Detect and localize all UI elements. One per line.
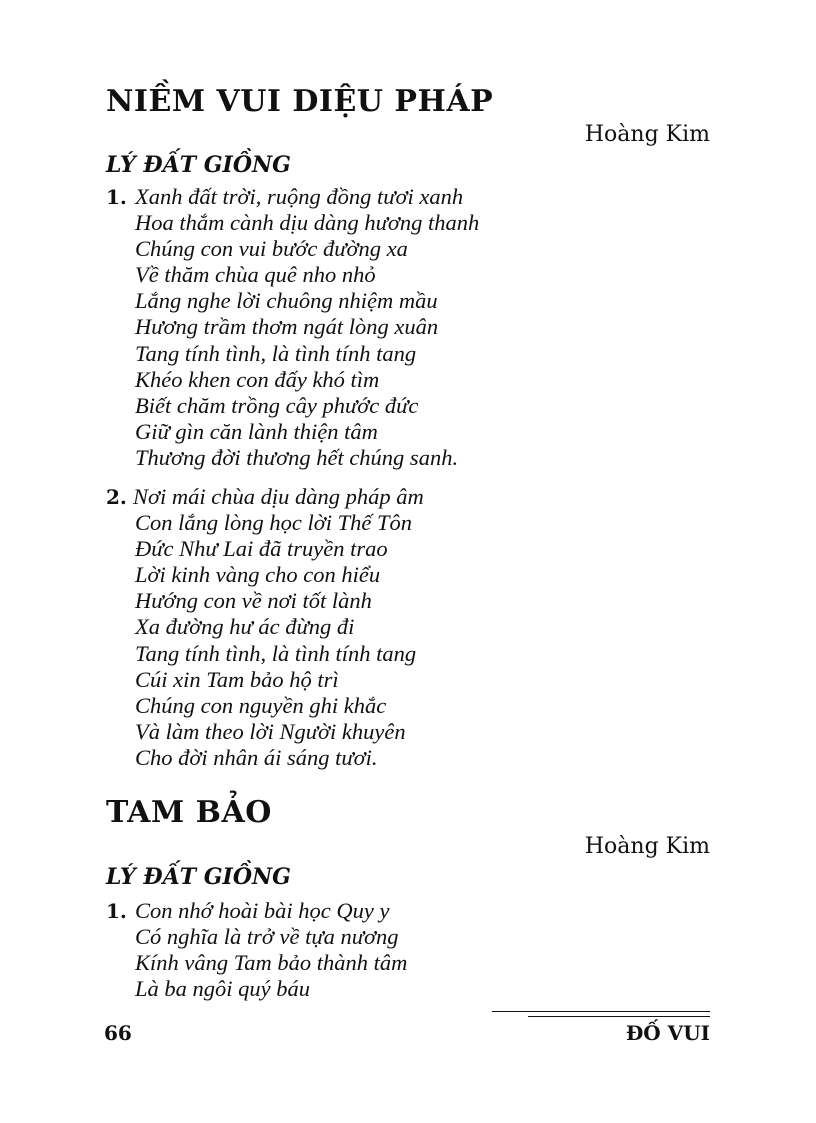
song-melody: LÝ ĐẤT GIỒNG bbox=[106, 152, 291, 178]
verse-line: 2. Nơi mái chùa dịu dàng pháp âm bbox=[106, 484, 424, 509]
verse-line: Lời kinh vàng cho con hiểu bbox=[135, 562, 381, 588]
verse-line: Giữ gìn căn lành thiện tâm bbox=[135, 418, 378, 444]
verse-line: Cho đời nhân ái sáng tươi. bbox=[135, 744, 378, 770]
verse-number: 1. bbox=[106, 185, 127, 209]
verse-line: 1. Con nhớ hoài bài học Quy y bbox=[106, 898, 390, 923]
song-author: Hoàng Kim bbox=[584, 834, 710, 859]
song-melody: LÝ ĐẤT GIỒNG bbox=[106, 864, 291, 890]
verse-line: Về thăm chùa quê nho nhỏ bbox=[135, 262, 376, 288]
verse-line: Chúng con vui bước đường xa bbox=[135, 236, 408, 262]
footer-rule bbox=[528, 1016, 710, 1017]
verse-line: Kính vâng Tam bảo thành tâm bbox=[135, 950, 408, 976]
verse-line: Chúng con nguyền ghi khắc bbox=[135, 692, 387, 718]
verse-line: Con lắng lòng học lời Thế Tôn bbox=[135, 510, 413, 536]
verse-line: 1. Xanh đất trời, ruộng đồng tươi xanh bbox=[106, 184, 464, 209]
verse-line: Là ba ngôi quý báu bbox=[135, 976, 311, 1002]
running-head: ĐỐ VUI bbox=[625, 1021, 710, 1045]
verse-line: Xa đường hư ác đừng đi bbox=[135, 614, 355, 640]
verse-line: Thương đời thương hết chúng sanh. bbox=[135, 444, 459, 470]
verse-number: 1. bbox=[106, 899, 127, 923]
verse-line: Biết chăm trồng cây phước đức bbox=[135, 392, 419, 418]
verse-line: Hướng con về nơi tốt lành bbox=[135, 588, 372, 614]
song-author: Hoàng Kim bbox=[584, 122, 710, 147]
verse-line: Tang tính tình, là tình tính tang bbox=[135, 640, 417, 666]
song-title: TAM BẢO bbox=[106, 795, 272, 830]
verse bbox=[106, 484, 424, 771]
verse-line: Tang tính tình, là tình tính tang bbox=[135, 340, 417, 366]
verse-number: 2. bbox=[106, 485, 127, 509]
verse-line: Hương trầm thơm ngát lòng xuân bbox=[135, 314, 439, 340]
verse-line: Khéo khen con đấy khó tìm bbox=[135, 366, 380, 392]
verse-line: Cúi xin Tam bảo hộ trì bbox=[135, 666, 339, 692]
verse bbox=[106, 184, 479, 471]
song-title: NIỀM VUI DIỆU PHÁP bbox=[106, 84, 494, 119]
verse-line: Và làm theo lời Người khuyên bbox=[135, 718, 406, 744]
footer-rule bbox=[492, 1011, 710, 1012]
verse-line: Hoa thắm cành dịu dàng hương thanh bbox=[135, 210, 480, 236]
verse-line: Lắng nghe lời chuông nhiệm mầu bbox=[135, 288, 438, 314]
page-number: 66 bbox=[104, 1021, 132, 1045]
verse bbox=[106, 898, 407, 1002]
verse-line: Có nghĩa là trở về tựa nương bbox=[135, 924, 399, 950]
verse-line: Đức Như Lai đã truyền trao bbox=[135, 536, 388, 562]
